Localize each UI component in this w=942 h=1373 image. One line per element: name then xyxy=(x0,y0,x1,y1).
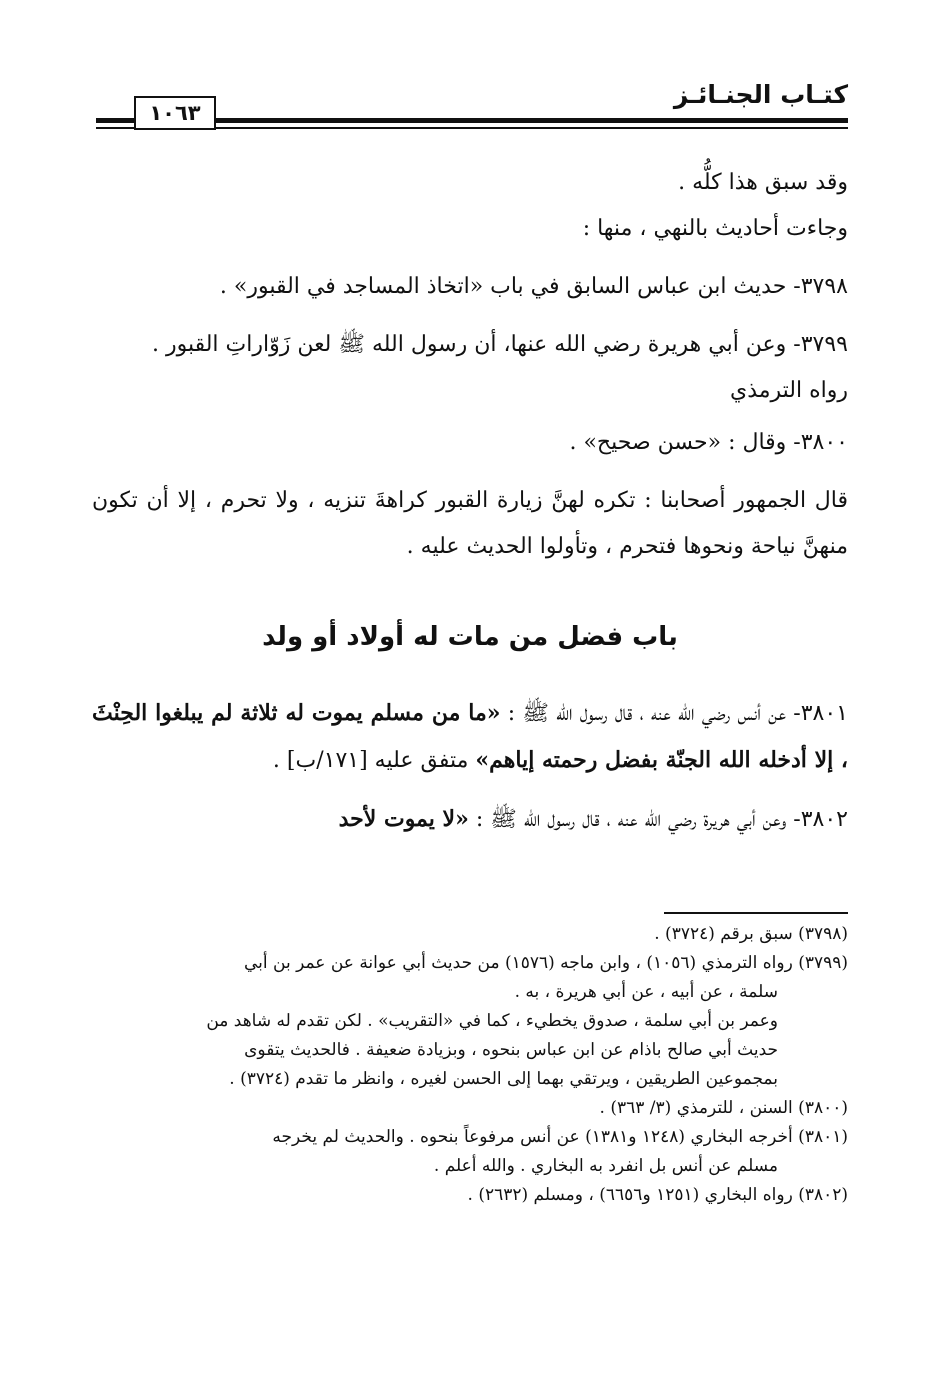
jumhur-paragraph: قال الجمهور أصحابنا : تكره لهنَّ زيارة القبور كراهةَ تنزيه ، ولا تحرم ، إلا أن تكون منهنَّ نياحة ونحوها فتحرم ، وتأولوا الحديث عليه . xyxy=(92,488,848,559)
footnote-3799-note-end: بمجموعين الطريقين ، ويرتقي بهما إلى الحسن لغيره ، وانظر ما تقدم (٣٧٢٤) . xyxy=(229,1069,778,1089)
footnote-3800: (٣٨٠٠) السنن ، للترمذي (٣/ ٣٦٣) . xyxy=(599,1098,848,1118)
hadith-3801-suffix: متفق عليه [١٧١/ب] . xyxy=(272,748,469,773)
hadith-3802-prefix: ٣٨٠٢- وعن أبي هريرة رضي الله عنه ، قال رسول الله ﷺ : xyxy=(475,807,848,832)
footnote-3799-note: وعمر بن أبي سلمة ، صدوق يخطيء ، كما في «التقريب» . لكن تقدم له شاهد من xyxy=(206,1011,778,1031)
hadith-3802-quote: «لا يموت لأحد xyxy=(338,806,469,832)
footnote-3801-cont: مسلم عن أنس بل انفرد به البخاري . والله أعلم . xyxy=(433,1156,778,1176)
intro-line-2: وجاءت أحاديث بالنهي ، منها : xyxy=(582,216,848,241)
footnote-3802: (٣٨٠٢) رواه البخاري (١٢٥١ و٦٦٥٦) ، ومسلم (٢٦٣٢) . xyxy=(467,1185,848,1205)
footnotes xyxy=(92,920,848,1210)
hadith-3799: ٣٧٩٩- وعن أبي هريرة رضي الله عنها، أن رسول الله ﷺ لعن زَوّاراتِ القبور . xyxy=(151,332,848,357)
footnote-3801: (٣٨٠١) أخرجه البخاري (١٢٤٨ و١٣٨١) عن أنس مرفوعاً بنحوه . والحديث لم يخرجه xyxy=(272,1127,848,1147)
hadith-3799-source: رواه الترمذي xyxy=(729,378,848,403)
hadith-3801-prefix: ٣٨٠١- عن أنس رضي الله عنه ، قال رسول الله ﷺ : xyxy=(507,701,848,726)
intro-line-1: وقد سبق هذا كلُّه . xyxy=(678,170,848,195)
book-title: كتـاب الجنـائـز xyxy=(673,80,848,109)
page-header xyxy=(96,78,848,136)
hadith-3798: ٣٧٩٨- حديث ابن عباس السابق في باب «اتخاذ المساجد في القبور» . xyxy=(219,274,848,299)
footnote-3798: (٣٧٩٨) سبق برقم (٣٧٢٤) . xyxy=(654,924,848,944)
body-bottom xyxy=(92,690,848,843)
footnote-3799-note-cont: حديث أبي صالح باذام عن ابن عباس بنحوه ، وبزيادة ضعيفة . فالحديث يتقوى xyxy=(244,1040,778,1060)
page-number: ١٠٦٣ xyxy=(134,96,216,130)
body-top xyxy=(92,160,848,570)
footnote-3799-cont: سلمة ، عن أبيه ، عن أبي هريرة ، به . xyxy=(514,982,778,1002)
footnote-separator xyxy=(664,912,848,914)
hadith-3801-quote: «ما من مسلم يموت له ثلاثة لم يبلغوا الحِنْثَ ، إلا أدخله الله الجنّة بفضل رحمته إياهم» xyxy=(92,700,848,773)
hadith-3800: ٣٨٠٠- وقال : «حسن صحيح» . xyxy=(569,430,848,455)
section-heading: باب فضل من مات له أولاد أو ولد xyxy=(262,622,678,652)
hadith-3802 xyxy=(92,796,848,843)
footnote-3799: (٣٧٩٩) رواه الترمذي (١٠٥٦) ، وابن ماجه (١٥٧٦) من حديث أبي عوانة عن عمر بن أبي xyxy=(243,953,848,973)
hadith-3801 xyxy=(92,690,848,784)
